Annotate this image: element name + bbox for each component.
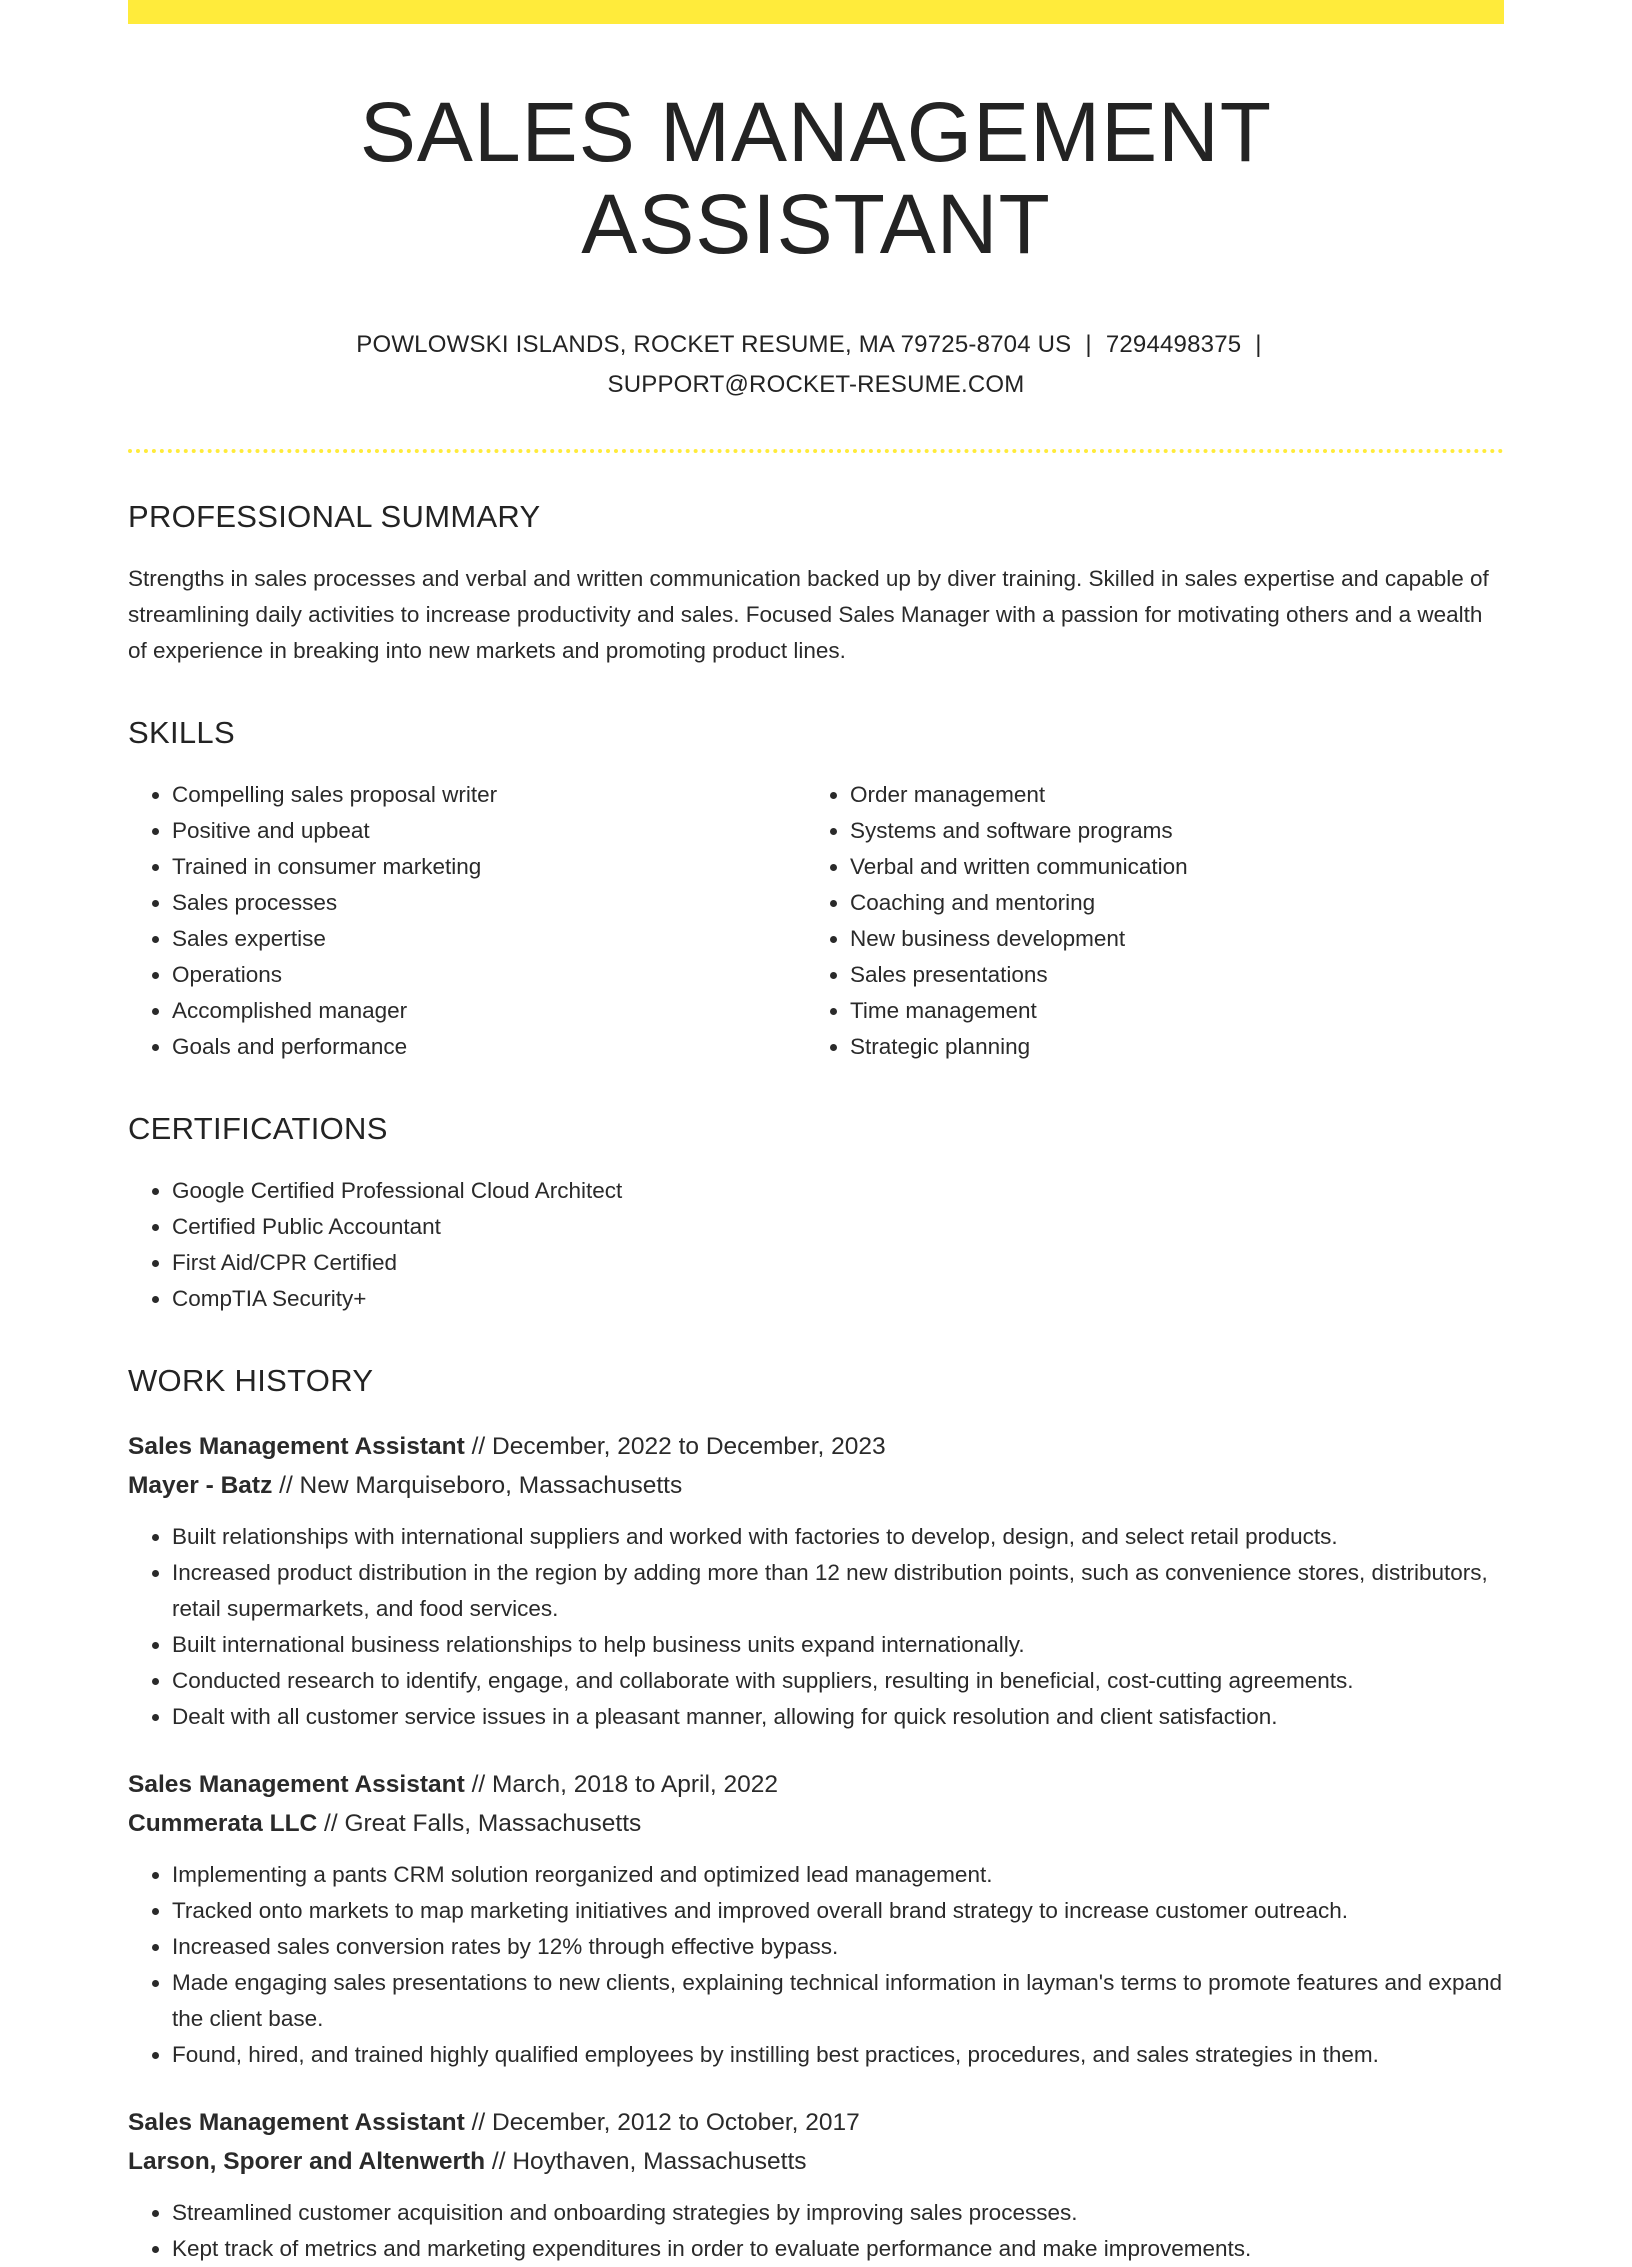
- skill-item: • Time management: [850, 993, 1484, 1029]
- job-bullets: [128, 2195, 1504, 2267]
- job-company-line: [128, 2142, 1504, 2181]
- job-location: // Hoythaven, Massachusetts: [485, 2147, 807, 2175]
- dotted-divider: [128, 449, 1504, 453]
- certification-item: • Google Certified Professional Cloud Architect: [172, 1173, 1504, 1209]
- job-role: Sales Management Assistant: [128, 1432, 465, 1460]
- job-bullet: • Increased product distribution in the region by adding more than 12 new distribution points, such as convenience stores, distributors, retail supermarkets, and food services.: [172, 1555, 1504, 1627]
- job-company: Cummerata LLC: [128, 1809, 318, 1837]
- certification-item: • First Aid/CPR Certified: [172, 1245, 1504, 1281]
- skill-item: • Order management: [850, 777, 1484, 813]
- skills-columns: [128, 777, 1504, 1065]
- skill-item: • New business development: [850, 921, 1484, 957]
- certification-item: • CompTIA Security+: [172, 1281, 1504, 1317]
- job-bullet: • Tracked onto markets to map marketing initiatives and improved overall brand strategy to increase customer outreach.: [172, 1893, 1504, 1929]
- job-bullets: [128, 1519, 1504, 1735]
- contact-email[interactable]: SUPPORT@ROCKET-RESUME.COM: [607, 370, 1025, 398]
- job-bullet: • Implementing a pants CRM solution reorganized and optimized lead management.: [172, 1857, 1504, 1893]
- job-bullet: • Increased sales conversion rates by 12% through effective bypass.: [172, 1929, 1504, 1965]
- job-dates: // December, 2012 to October, 2017: [464, 2108, 860, 2136]
- contact-address: POWLOWSKI ISLANDS, ROCKET RESUME, MA 79725-8704 US: [356, 330, 1072, 358]
- job-entry: [128, 2103, 1504, 2267]
- job-role: Sales Management Assistant: [128, 2108, 465, 2136]
- contact-line-2: [128, 365, 1504, 405]
- skill-item: • Compelling sales proposal writer: [172, 777, 806, 813]
- resume-page: [128, 0, 1504, 2267]
- job-entry: [128, 1427, 1504, 1735]
- skill-item: • Verbal and written communication: [850, 849, 1484, 885]
- summary-text: Strengths in sales processes and verbal and written communication backed up by diver training. Skilled in sales expertise and capable of streamlining daily activities to increase productivity and sales. Focused Sales Manager with a passion for motivating others and a wealth of experience in breaking into new markets and promoting product lines.: [128, 565, 1489, 663]
- certifications-heading: CERTIFICATIONS: [128, 1110, 388, 1146]
- job-role: Sales Management Assistant: [128, 1770, 465, 1798]
- contact-phone: 7294498375: [1105, 330, 1242, 358]
- contact-line-1: [128, 325, 1504, 365]
- skill-item: • Sales processes: [172, 885, 806, 921]
- job-location: // New Marquiseboro, Massachusetts: [272, 1471, 683, 1499]
- contact-separator: |: [1255, 330, 1262, 358]
- work-history-heading: WORK HISTORY: [128, 1362, 374, 1398]
- job-bullet: • Found, hired, and trained highly qualified employees by instilling best practices, procedures, and sales strategies in them.: [172, 2037, 1504, 2073]
- skills-heading: SKILLS: [128, 714, 235, 750]
- job-bullet: • Built relationships with international suppliers and worked with factories to develop, design, and select retail products.: [172, 1519, 1504, 1555]
- skill-item: • Goals and performance: [172, 1029, 806, 1065]
- resume-title: SALES MANAGEMENT ASSISTANT: [359, 85, 1273, 272]
- skill-item: • Positive and upbeat: [172, 813, 806, 849]
- summary-heading: PROFESSIONAL SUMMARY: [128, 498, 541, 534]
- job-location: // Great Falls, Massachusetts: [317, 1809, 642, 1837]
- certification-item: • Certified Public Accountant: [172, 1209, 1504, 1245]
- job-role-line: [128, 1765, 1504, 1804]
- job-bullets: [128, 1857, 1504, 2073]
- job-role-line: [128, 1427, 1504, 1466]
- accent-bar: [128, 0, 1504, 24]
- job-role-line: [128, 2103, 1504, 2142]
- skill-item: • Coaching and mentoring: [850, 885, 1484, 921]
- skill-item: • Accomplished manager: [172, 993, 806, 1029]
- skill-item: • Trained in consumer marketing: [172, 849, 806, 885]
- job-bullet: • Dealt with all customer service issues in a pleasant manner, allowing for quick resolution and client satisfaction.: [172, 1699, 1504, 1735]
- job-entry: [128, 1765, 1504, 2073]
- job-dates: // December, 2022 to December, 2023: [464, 1432, 886, 1460]
- job-bullet: • Built international business relationships to help business units expand internationally.: [172, 1627, 1504, 1663]
- job-bullet: • Made engaging sales presentations to new clients, explaining technical information in layman's terms to promote features and expand the client base.: [172, 1965, 1504, 2037]
- job-bullet: • Streamlined customer acquisition and onboarding strategies by improving sales processes.: [172, 2195, 1504, 2231]
- skills-left-list: [128, 777, 806, 1065]
- job-bullet: • Kept track of metrics and marketing expenditures in order to evaluate performance and make improvements.: [172, 2231, 1504, 2267]
- job-company: Larson, Sporer and Altenwerth: [128, 2147, 486, 2175]
- job-company: Mayer - Batz: [128, 1471, 273, 1499]
- skill-item: • Systems and software programs: [850, 813, 1484, 849]
- skills-right-list: [806, 777, 1484, 1065]
- skill-item: • Sales presentations: [850, 957, 1484, 993]
- skill-item: • Operations: [172, 957, 806, 993]
- contact-separator: |: [1085, 330, 1092, 358]
- skill-item: • Strategic planning: [850, 1029, 1484, 1065]
- job-company-line: [128, 1466, 1504, 1505]
- certifications-list: [128, 1173, 1504, 1317]
- job-company-line: [128, 1804, 1504, 1843]
- skill-item: • Sales expertise: [172, 921, 806, 957]
- job-dates: // March, 2018 to April, 2022: [464, 1770, 779, 1798]
- job-bullet: • Conducted research to identify, engage, and collaborate with suppliers, resulting in beneficial, cost-cutting agreements.: [172, 1663, 1504, 1699]
- contact-info: [128, 325, 1504, 405]
